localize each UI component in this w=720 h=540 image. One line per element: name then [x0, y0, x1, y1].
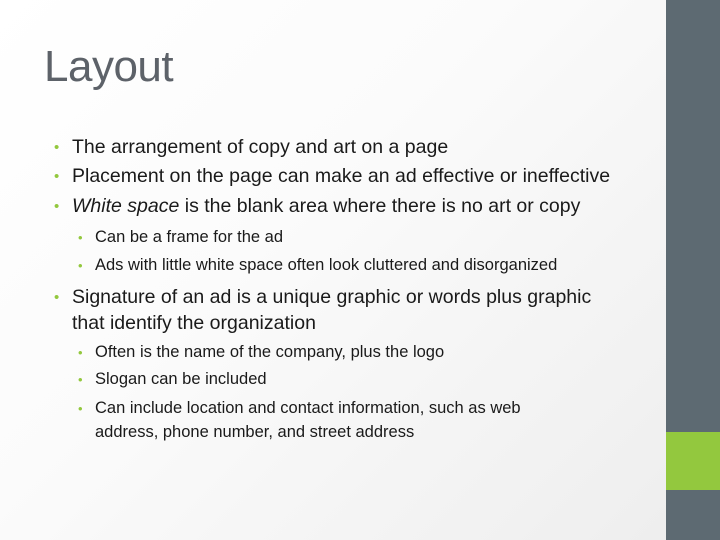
bullet-text: Signature of an ad is a unique graphic or words plus graphic [72, 286, 592, 308]
slide-title: Layout [44, 42, 174, 91]
sub-bullet-item [78, 256, 558, 275]
bullet-dot-icon: • [78, 401, 83, 416]
bullet-dot-icon: • [54, 139, 60, 156]
bullet-text-continued: that identify the organization [72, 312, 316, 334]
sub-bullet-item [78, 370, 267, 389]
sub-bullet-item [78, 343, 445, 362]
sub-bullet-text: Often is the name of the company, plus the logo [95, 343, 445, 361]
sub-bullet-text: Can include location and contact information, such as web [95, 399, 521, 417]
sub-bullet-text: Ads with little white space often look cluttered and disorganized [95, 256, 558, 274]
bullet-dot-icon: • [54, 289, 60, 306]
bullet-item [54, 286, 592, 334]
bullet-dot-icon: • [78, 345, 83, 360]
bullet-dot-icon: • [78, 230, 83, 245]
bullet-item [54, 195, 581, 218]
bullet-text: Placement on the page can make an ad effective or ineffective [72, 165, 611, 187]
sub-bullet-item [78, 228, 284, 247]
sub-bullet-text-continued: address, phone number, and street address [95, 423, 415, 441]
bullet-dot-icon: • [54, 198, 60, 215]
bullet-text-italic: White space [72, 195, 180, 217]
bullet-dot-icon: • [78, 258, 83, 273]
sub-bullet-text: Can be a frame for the ad [95, 228, 284, 246]
bullet-dot-icon: • [78, 372, 83, 387]
sub-bullet-item [78, 399, 521, 441]
side-accent-block [666, 432, 720, 490]
sub-bullet-text: Slogan can be included [95, 370, 267, 388]
bullet-text: The arrangement of copy and art on a page [72, 136, 449, 158]
bullet-item [54, 136, 449, 159]
bullet-item [54, 165, 611, 188]
bullet-text: is the blank area where there is no art or copy [179, 195, 581, 217]
bullet-dot-icon: • [54, 168, 60, 185]
